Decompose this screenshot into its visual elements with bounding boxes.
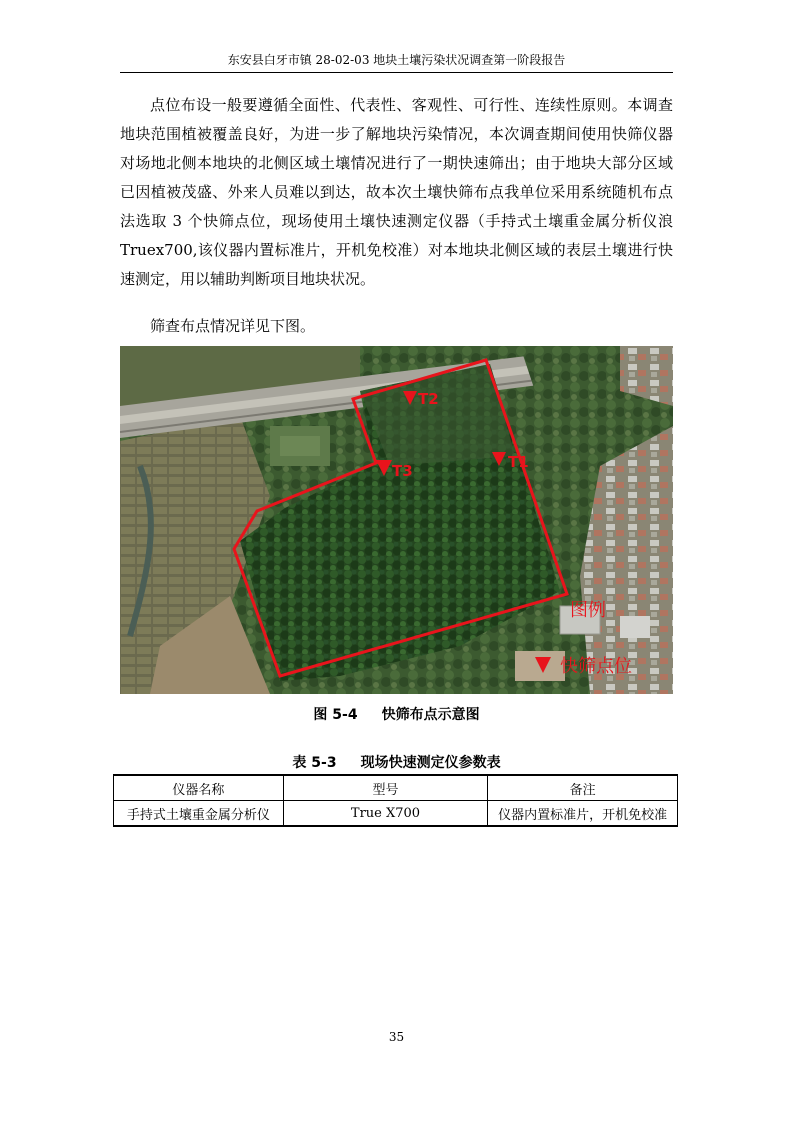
page-number: 35 — [388, 1030, 405, 1044]
header-instrument-name: 仪器名称 — [114, 775, 284, 801]
cell-model: True X700 — [283, 801, 488, 827]
figure-caption — [120, 704, 673, 724]
sample-label-t2: T2 — [418, 390, 439, 408]
cell-instrument-name: 手持式土壤重金属分析仪 — [114, 801, 284, 827]
header-divider — [120, 72, 673, 73]
legend-title: 图例 — [570, 600, 606, 621]
paragraph-see-figure: 筛查布点情况详见下图。 — [150, 317, 316, 335]
table-caption — [120, 752, 673, 772]
table-caption-number: 表 5-3 — [292, 755, 337, 771]
instrument-parameter-table — [113, 774, 678, 827]
figure-caption-text: 快筛布点示意图 — [381, 707, 480, 723]
satellite-map-figure — [120, 346, 673, 694]
paragraph-sampling-principle: 点位布设一般要遵循全面性、代表性、客观性、可行性、连续性原则。本调查地块范围植被覆盖良好，为进一步了解地块污染情况，本次调查期间使用快筛仪器对场地北侧本地块的北侧区域土壤情况进行了一期快速筛出；由于地块大部分区域已因植被茂盛、外来人员难以到达，故本次土壤快筛布点我单位采用系统随机布点法选取 3 个快筛点位，现场使用土壤快速测定仪器（手持式土壤重金属分析仪浪 Truex700,该仪器内置标准片，开机免校准）对本地块北侧区域的表层土壤进行快速测定，用以辅助判断项目地块状况。 — [120, 96, 673, 288]
page-header: 东安县白牙市镇 28-02-03 地块土壤污染状况调查第一阶段报告 — [227, 53, 566, 67]
table-row — [114, 801, 678, 827]
sample-label-t1: T1 — [508, 453, 529, 471]
cell-remark: 仪器内置标准片，开机免校准 — [488, 801, 678, 827]
sample-label-t3: T3 — [392, 462, 413, 480]
header-remark: 备注 — [488, 775, 678, 801]
table-header-row — [114, 775, 678, 801]
legend-item-label: 快筛点位 — [560, 656, 632, 677]
figure-caption-number: 图 5-4 — [313, 707, 358, 723]
satellite-map — [120, 346, 673, 694]
header-model: 型号 — [283, 775, 488, 801]
table-caption-text: 现场快速测定仪参数表 — [360, 755, 501, 771]
